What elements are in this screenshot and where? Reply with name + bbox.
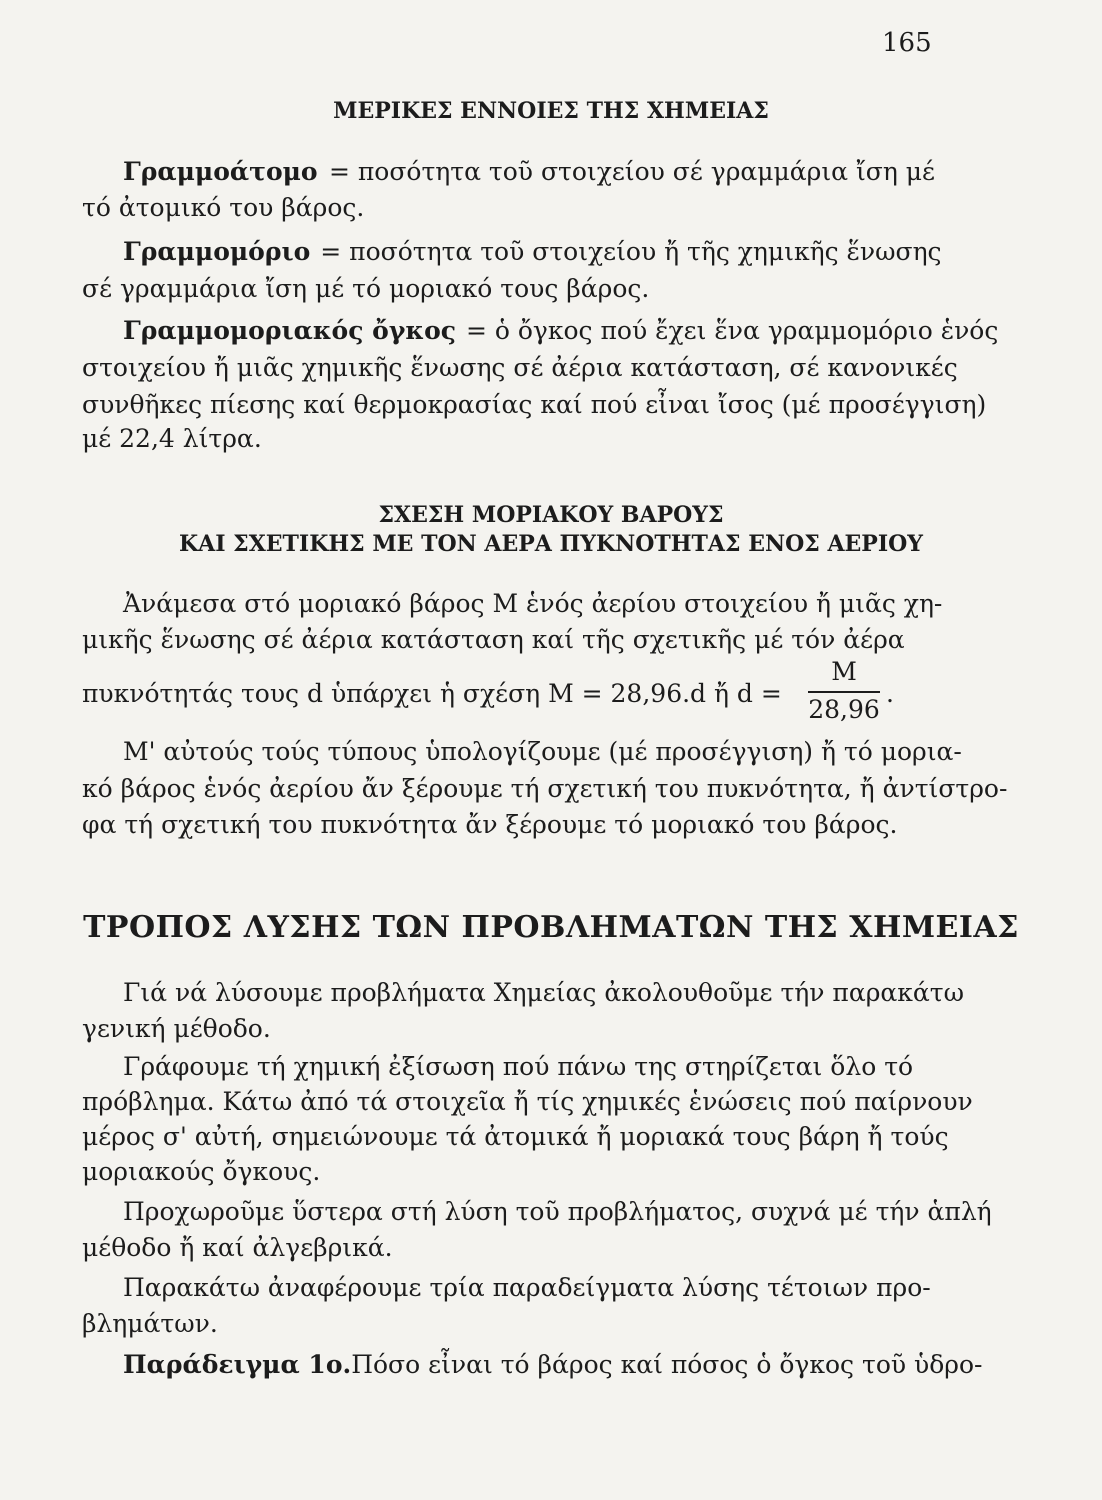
text-line: φα τή σχετική του πυκνότητα ἄν ξέρουμε τό μοριακό του βάρος. [82,810,898,839]
section-title-methods: ΤΡΟΠΟΣ ΛΥΣΗΣ ΤΩΝ ΠΡΟΒΛΗΜΑΤΩΝ ΤΗΣ ΧΗΜΕΙΑΣ [83,910,1019,945]
definition-text: = ποσότητα τοῦ στοιχείου ἤ τῆς χημικῆς ἕνωσης [320,237,942,266]
fraction-bar [808,691,880,693]
text-line: μέ 22,4 λίτρα. [82,424,262,453]
fraction-numerator: M [831,657,857,686]
text-line: πρόβλημα. Κάτω ἀπό τά στοιχεῖα ἤ τίς χημικές ἑνώσεις πού παίρνουν [82,1087,973,1116]
definition-line [123,316,999,346]
text-line: Γιά νά λύσουμε προβλήματα Χημείας ἀκολουθοῦμε τήν παρακάτω [123,978,965,1007]
term-gram-atom: Γραμμοάτομο [123,157,318,186]
example-text: Πόσο εἶναι τό βάρος καί πόσος ὁ ὄγκος τοῦ ὑδρο- [351,1350,983,1379]
text-line: κό βάρος ἑνός ἀερίου ἄν ξέρουμε τή σχετική του πυκνότητα, ἤ ἀντίστρο- [82,774,1008,803]
text-line: μέθοδο ἤ καί ἀλγεβρικά. [82,1233,393,1262]
text-line: μοριακούς ὄγκους. [82,1157,321,1186]
text-line: Μ' αὐτούς τούς τύπους ὑπολογίζουμε (μέ προσέγγιση) ἤ τό μορια- [123,737,962,766]
term-molar-volume: Γραμμομοριακός ὄγκος [123,316,456,345]
text-line: Προχωροῦμε ὕστερα στή λύση τοῦ προβλήματος, συχνά μέ τήν ἁπλή [123,1197,992,1226]
text-line: συνθῆκες πίεσης καί θερμοκρασίας καί πού εἶναι ἴσος (μέ προσέγγιση) [82,390,987,419]
text-line: βλημάτων. [82,1309,218,1338]
example-label: Παράδειγμα 1ο. [123,1350,352,1379]
text-line: Ἀνάμεσα στό μοριακό βάρος M ἑνός ἀερίου στοιχείου ἤ μιᾶς χη- [123,589,943,618]
formula-end: . [886,679,894,708]
text-line: γενική μέθοδο. [82,1014,271,1043]
text-line: τό ἀτομικό του βάρος. [82,193,365,222]
text-line: Γράφουμε τή χημική ἐξίσωση πού πάνω της στηρίζεται ὅλο τό [123,1052,914,1081]
fraction-m-over-28-96 [808,657,880,737]
text-line: μέρος σ' αὐτή, σημειώνουμε τά ἀτομικά ἤ μοριακά τους βάρη ἤ τούς [82,1122,949,1151]
page-number: 165 [882,28,932,58]
text-line: Παρακάτω ἀναφέρουμε τρία παραδείγματα λύσης τέτοιων προ- [123,1273,931,1302]
section-title-relation: ΣΧΕΣΗ ΜΟΡΙΑΚΟΥ ΒΑΡΟΥΣ [378,502,724,528]
definition-line [123,157,935,187]
term-gram-molecule: Γραμμομόριο [123,237,311,266]
section-title-concepts: ΜΕΡΙΚΕΣ ΕΝΝΟΙΕΣ ΤΗΣ ΧΗΜΕΙΑΣ [333,98,769,124]
text-line: σέ γραμμάρια ἴση μέ τό μοριακό τους βάρος. [82,274,650,303]
fraction-denominator: 28,96 [808,695,880,724]
text-line: στοιχείου ἤ μιᾶς χημικῆς ἕνωσης σέ ἀέρια κατάσταση, σέ κανονικές [82,353,958,382]
definition-line [123,237,942,267]
text-line: μικῆς ἕνωσης σέ ἀέρια κατάσταση καί τῆς σχετικῆς μέ τόν ἀέρα [82,625,905,654]
example-line [123,1350,982,1380]
formula-line: πυκνότητάς τους d ὑπάρχει ἡ σχέση M = 28,96.d ἤ d = [82,679,782,708]
section-subtitle-relation: ΚΑΙ ΣΧΕΤΙΚΗΣ ΜΕ ΤΟΝ ΑΕΡΑ ΠΥΚΝΟΤΗΤΑΣ ΕΝΟΣ ΑΕΡΙΟΥ [179,531,923,557]
definition-text: = ὁ ὄγκος πού ἔχει ἕνα γραμμομόριο ἑνός [465,316,999,345]
definition-text: = ποσότητα τοῦ στοιχείου σέ γραμμάρια ἴση μέ [328,157,935,186]
